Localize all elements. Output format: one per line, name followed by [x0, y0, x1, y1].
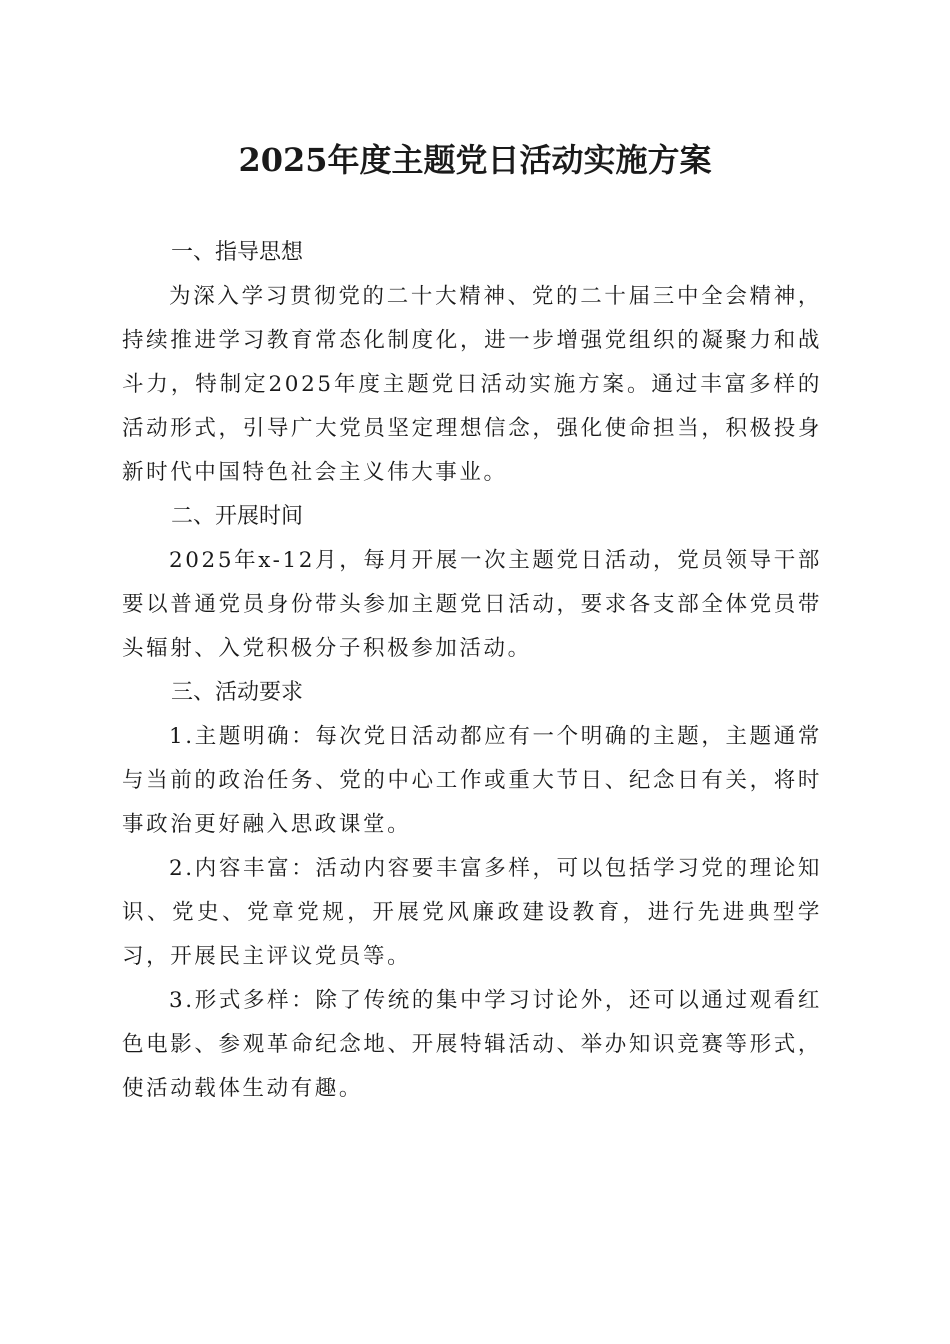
section-heading: 二、开展时间	[171, 504, 304, 529]
section-heading: 一、指导思想	[171, 240, 304, 265]
section-paragraph: 2025年x-12月，每月开展一次主题党日活动，党员领导干部要以普通党员身份带头参加主题党日活动，要求各支部全体党员带头辐射、入党积极分子积极参加活动。	[122, 548, 822, 661]
document-body	[122, 231, 822, 1111]
section-paragraph: 为深入学习贯彻党的二十大精神、党的二十届三中全会精神，持续推进学习教育常态化制度化，进一步增强党组织的凝聚力和战斗力，特制定2025年度主题党日活动实施方案。通过丰富多样的活动形式，引导广大党员坚定理想信念，强化使命担当，积极投身新时代中国特色社会主义伟大事业。	[122, 284, 822, 485]
requirement-item: 1.主题明确：每次党日活动都应有一个明确的主题，主题通常与当前的政治任务、党的中心工作或重大节日、纪念日有关，将时事政治更好融入思政课堂。	[122, 724, 822, 837]
requirement-item: 2.内容丰富：活动内容要丰富多样，可以包括学习党的理论知识、党史、党章党规，开展党风廉政建设教育，进行先进典型学习，开展民主评议党员等。	[122, 856, 822, 969]
section-requirements	[122, 671, 822, 1111]
section-heading: 三、活动要求	[171, 680, 304, 705]
section-guiding-ideology	[122, 231, 822, 495]
document-title: 2025年度主题党日活动实施方案	[238, 141, 712, 179]
section-schedule	[122, 495, 822, 671]
requirement-item: 3.形式多样：除了传统的集中学习讨论外，还可以通过观看红色电影、参观革命纪念地、开展特辑活动、举办知识竞赛等形式，使活动载体生动有趣。	[122, 988, 822, 1101]
